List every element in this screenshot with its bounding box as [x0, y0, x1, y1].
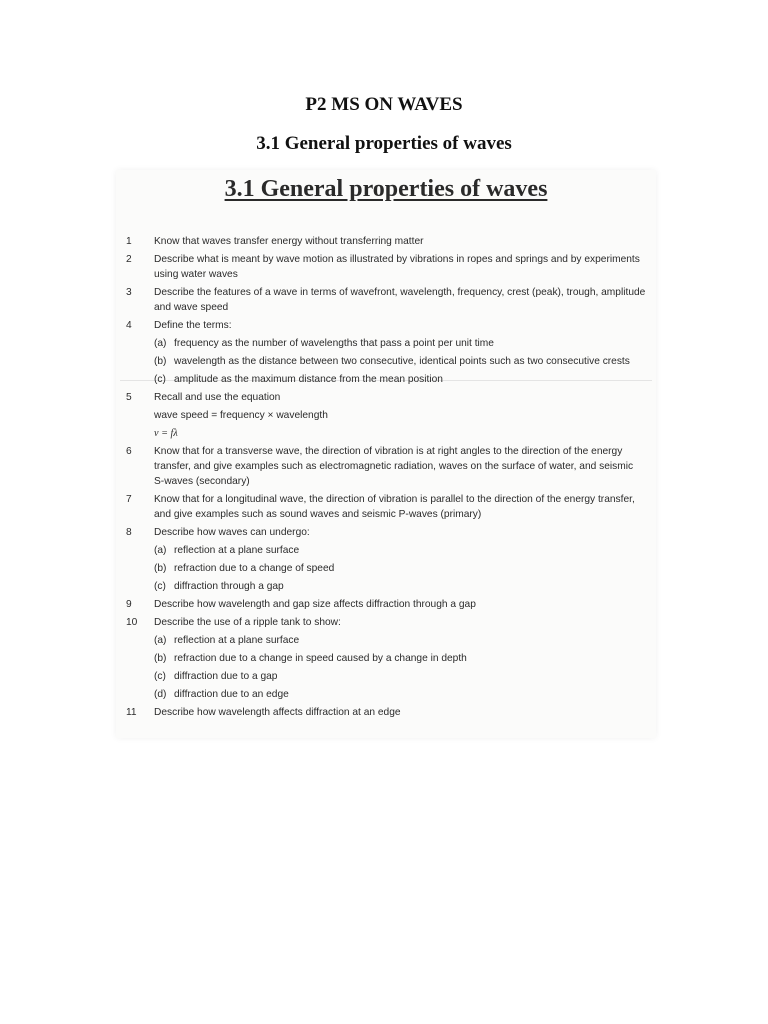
item-text: Describe the use of a ripple tank to show: — [154, 617, 341, 628]
item-text: Describe how wavelength and gap size affects diffraction through a gap — [154, 599, 476, 610]
item-text: Describe how wavelength affects diffraction at an edge — [154, 707, 401, 718]
sub-item-text: refraction due to a change of speed — [174, 563, 335, 574]
syllabus-item — [126, 234, 646, 249]
syllabus-heading-text: 3.1 General properties of waves — [224, 176, 548, 202]
sub-item — [154, 651, 646, 666]
sub-item-text: frequency as the number of wavelengths that pass a point per unit time — [174, 338, 494, 349]
sub-item-letter: (c) — [154, 374, 166, 385]
sub-item-letter: (a) — [154, 338, 167, 349]
sub-item-text: diffraction due to a gap — [174, 671, 278, 682]
sub-item — [154, 669, 646, 684]
syllabus-list — [126, 231, 646, 723]
syllabus-heading — [116, 176, 656, 203]
item-number: 4 — [126, 320, 132, 331]
sub-item — [154, 354, 646, 369]
item-number: 5 — [126, 392, 132, 403]
sub-item-letter: (a) — [154, 635, 167, 646]
item-text: wave speed = frequency × wavelength — [154, 410, 328, 421]
sub-item — [154, 687, 646, 702]
item-number: 3 — [126, 287, 132, 298]
syllabus-item — [126, 705, 646, 720]
syllabus-item — [126, 444, 646, 489]
syllabus-item — [126, 252, 646, 282]
sub-item — [154, 372, 646, 387]
item-number: 2 — [126, 254, 132, 265]
item-text: Define the terms: — [154, 320, 232, 331]
sub-item-text: amplitude as the maximum distance from the mean position — [174, 374, 443, 385]
sub-item-letter: (b) — [154, 356, 167, 367]
sub-item — [154, 633, 646, 648]
item-number: 8 — [126, 527, 132, 538]
syllabus-item — [126, 492, 646, 522]
sub-item-letter: (b) — [154, 653, 167, 664]
document-title: P2 MS ON WAVES — [305, 94, 463, 115]
item-text: Describe the features of a wave in terms of wavefront, wavelength, frequency, crest (peak), trough, amplitude and wave speed — [154, 287, 646, 313]
sub-item — [154, 579, 646, 594]
item-number: 7 — [126, 494, 132, 505]
item-number: 6 — [126, 446, 132, 457]
document-subtitle: 3.1 General properties of waves — [256, 133, 512, 154]
sub-item-text: reflection at a plane surface — [174, 545, 300, 556]
syllabus-item — [126, 285, 646, 315]
sub-item-letter: (c) — [154, 581, 166, 592]
sub-item-text: wavelength as the distance between two consecutive, identical points such as two consecutive crests — [174, 356, 630, 367]
syllabus-item — [126, 525, 646, 594]
item-number: 10 — [126, 617, 138, 628]
sub-item — [154, 336, 646, 351]
sub-item-letter: (a) — [154, 545, 167, 556]
item-text: Know that for a longitudinal wave, the direction of vibration is parallel to the direction of the energy transfer, and give examples such as sound waves and seismic P-waves (primary) — [154, 494, 635, 520]
scanned-syllabus-image — [116, 170, 656, 738]
sub-item-text: diffraction due to an edge — [174, 689, 289, 700]
sub-item-letter: (d) — [154, 689, 167, 700]
sub-item-text: diffraction through a gap — [174, 581, 284, 592]
item-text: Know that waves transfer energy without transferring matter — [154, 236, 424, 247]
item-number: 9 — [126, 599, 132, 610]
item-number: 11 — [126, 707, 137, 718]
sub-item — [154, 543, 646, 558]
item-text: Describe what is meant by wave motion as illustrated by vibrations in ropes and springs and by experiments using water waves — [154, 254, 640, 280]
syllabus-item — [126, 615, 646, 702]
sub-item-text: reflection at a plane surface — [174, 635, 300, 646]
sub-item-text: refraction due to a change in speed caused by a change in depth — [174, 653, 467, 664]
item-text: Describe how waves can undergo: — [154, 527, 310, 538]
item-text: Recall and use the equation — [154, 392, 281, 403]
item-text: Know that for a transverse wave, the direction of vibration is at right angles to the direction of the energy transfer, and give examples such as electromagnetic radiation, waves on the surface of water, and seismic S-waves (secondary) — [154, 446, 634, 487]
sub-item-letter: (c) — [154, 671, 166, 682]
syllabus-item — [126, 318, 646, 387]
syllabus-item — [126, 390, 646, 441]
sub-item-letter: (b) — [154, 563, 167, 574]
item-number: 1 — [126, 236, 132, 247]
equation: v = fλ — [154, 428, 178, 439]
sub-item — [154, 561, 646, 576]
syllabus-item — [126, 597, 646, 612]
